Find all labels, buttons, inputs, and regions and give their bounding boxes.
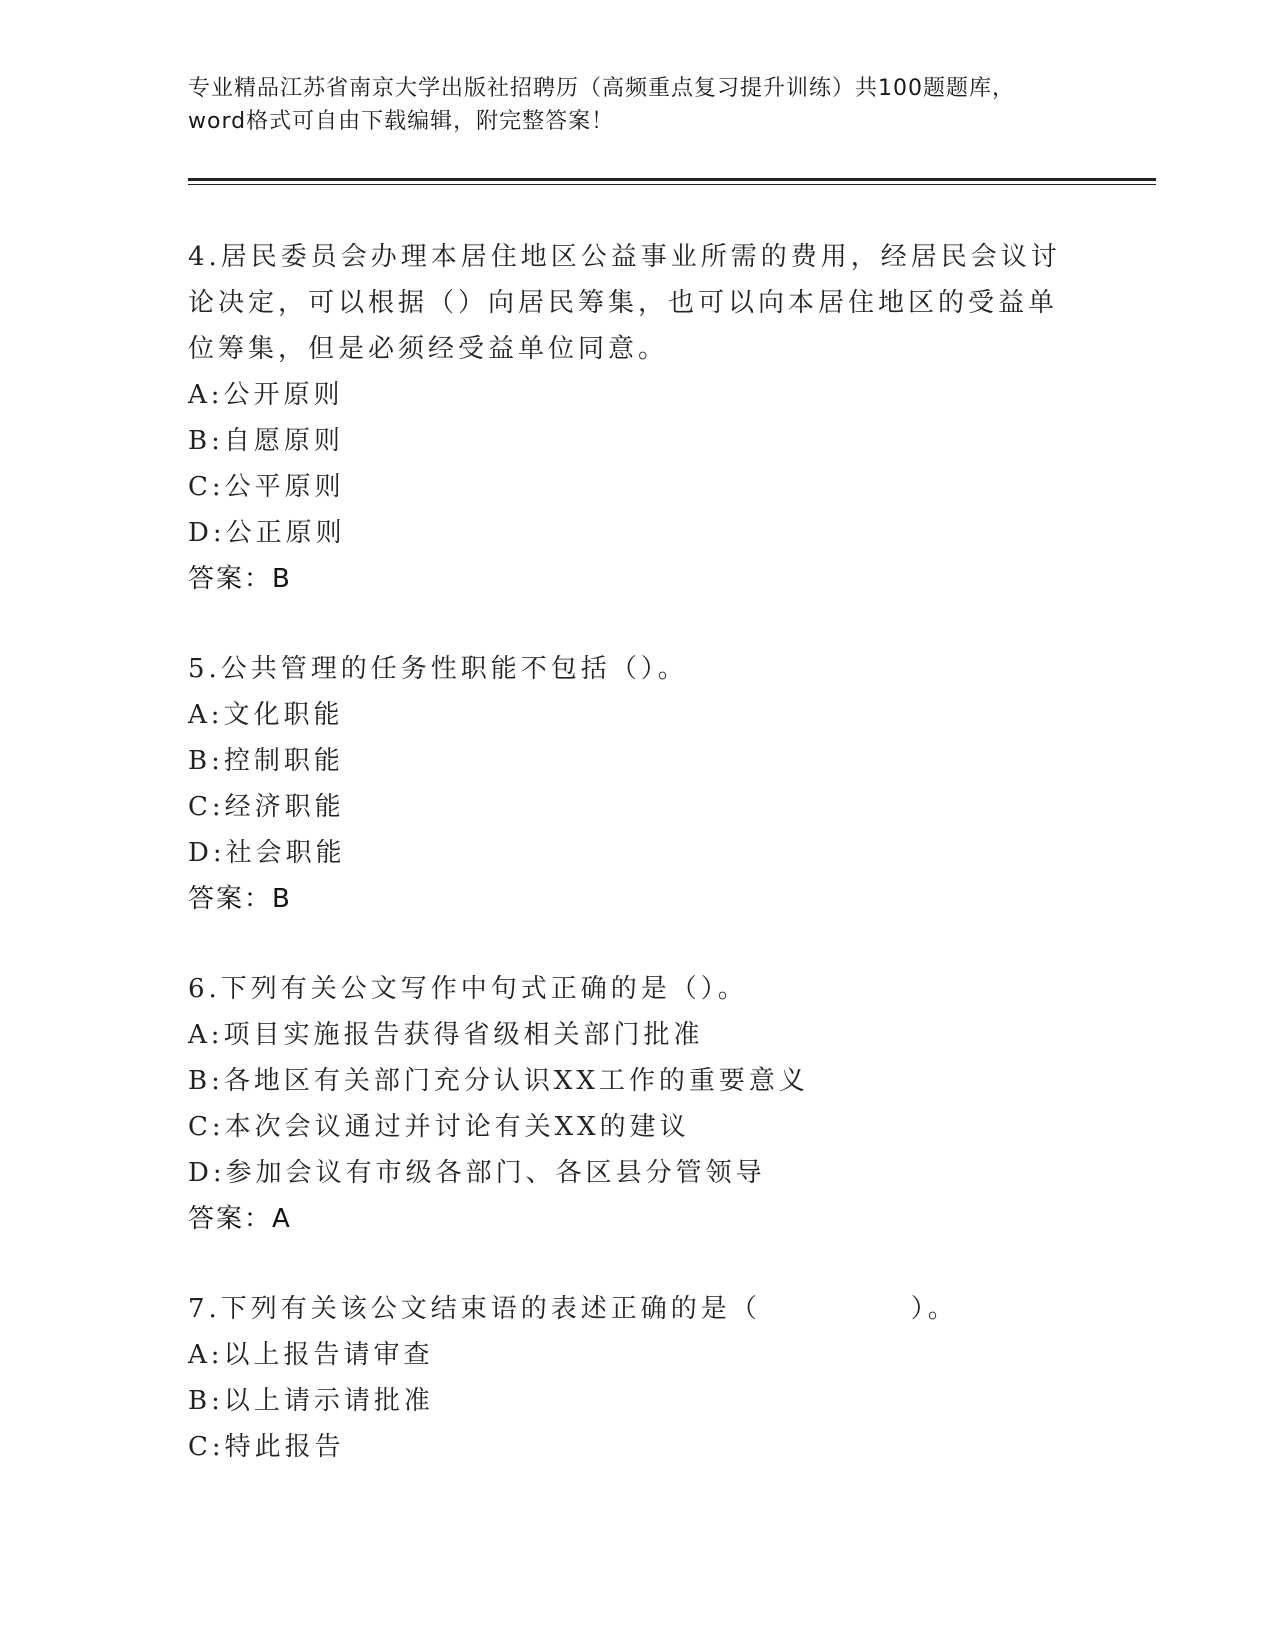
question-stem: 6.下列有关公文写作中句式正确的是（）。 [188,974,748,1004]
option-c: C:公平原则 [188,472,345,502]
header-divider-thick [188,178,1156,181]
option-d: D:公正原则 [188,518,346,548]
option-b: B:以上请示请批准 [188,1386,434,1416]
answer: 答案：B [188,564,292,594]
question-list [188,234,1068,1514]
question-stem: 7.下列有关该公文结束语的表述正确的是（ ）。 [188,1294,958,1324]
option-c: C:本次会议通过并讨论有关XX的建议 [188,1112,690,1142]
option-d: D:参加会议有市级各部门、各区县分管领导 [188,1158,766,1188]
answer: 答案：B [188,884,292,914]
question-stem: 5.公共管理的任务性职能不包括（）。 [188,654,688,684]
option-b: B:自愿原则 [188,426,344,456]
option-b: B:各地区有关部门充分认识XX工作的重要意义 [188,1066,809,1096]
answer: 答案：A [188,1204,292,1234]
question-5 [188,646,1068,922]
header-divider-thin [188,184,1156,185]
option-d: D:社会职能 [188,838,346,868]
option-a: A:以上报告请审查 [188,1340,434,1370]
option-b: B:控制职能 [188,746,344,776]
question-4 [188,234,1068,602]
option-a: A:项目实施报告获得省级相关部门批准 [188,1020,704,1050]
option-c: C:特此报告 [188,1432,345,1462]
document-header: 专业精品江苏省南京大学出版社招聘历（高频重点复习提升训练）共100题题库，word格式可自由下载编辑，附完整答案！ [188,76,1015,134]
option-a: A:文化职能 [188,700,344,730]
option-c: C:经济职能 [188,792,345,822]
question-6 [188,966,1068,1242]
option-a: A:公开原则 [188,380,344,410]
question-stem: 4.居民委员会办理本居住地区公益事业所需的费用，经居民会议讨论决定，可以根据（）向居民筹集，也可以向本居住地区的受益单位筹集，但是必须经受益单位同意。 [188,242,1061,364]
question-7 [188,1286,1068,1470]
